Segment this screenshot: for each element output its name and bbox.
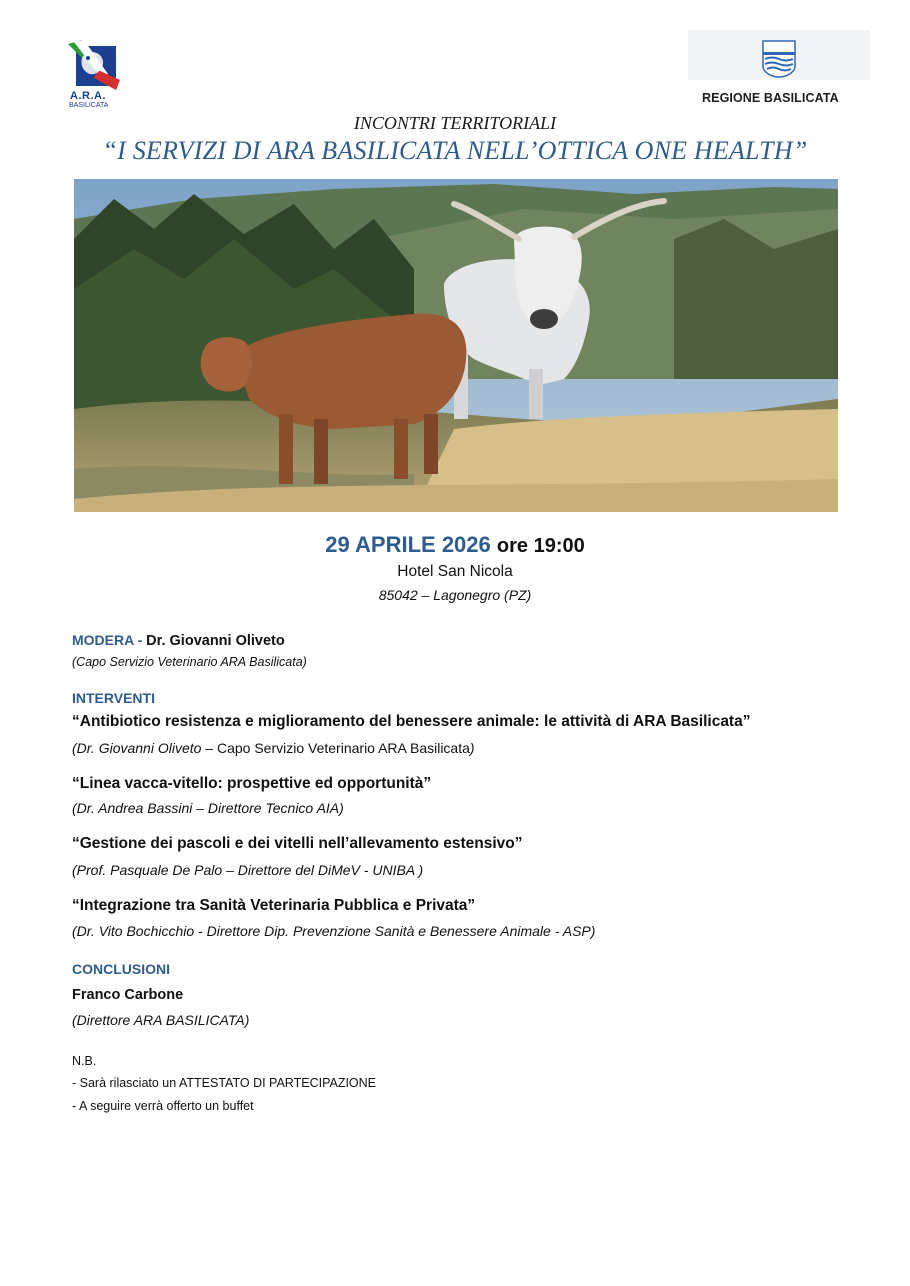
moderator-role: (Capo Servizio Veterinario ARA Basilicata) bbox=[72, 655, 307, 669]
talk-speaker-role: – Capo Servizio Veterinario ARA Basilicata bbox=[201, 740, 470, 756]
note-item: - Sarà rilasciato un ATTESTATO DI PARTECIPAZIONE bbox=[72, 1076, 377, 1090]
talk-speaker-close: ) bbox=[469, 740, 475, 756]
event-time: ore 19:00 bbox=[496, 535, 585, 557]
cattle-photo bbox=[74, 179, 838, 512]
note-item: - A seguire verrà offerto un buffet bbox=[72, 1099, 254, 1113]
talk-speaker: (Prof. Pasquale De Palo – Direttore del DiMeV - UNIBA ) bbox=[72, 862, 424, 878]
regione-name: REGIONE BASILICATA bbox=[702, 91, 839, 105]
talk-title: “Gestione dei pascoli e dei vitelli nell’allevamento estensivo” bbox=[72, 835, 523, 852]
event-address: 85042 – Lagonegro (PZ) bbox=[378, 587, 532, 603]
moderator-name: Dr. Giovanni Oliveto bbox=[146, 633, 285, 649]
regione-basilicata-logo bbox=[688, 30, 870, 112]
ara-logo-text: A.R.A. bbox=[70, 90, 106, 102]
ara-logo-subtext: BASILICATA bbox=[69, 102, 109, 109]
talk-speaker-name: (Dr. Giovanni Oliveto bbox=[72, 740, 202, 756]
ara-logo-mark bbox=[68, 40, 120, 90]
ara-basilicata-logo bbox=[62, 36, 126, 108]
talks-heading: INTERVENTI bbox=[72, 690, 155, 706]
talk-speaker: (Dr. Vito Bochicchio - Direttore Dip. Prevenzione Sanità e Benessere Animale - ASP) bbox=[72, 923, 596, 939]
talk-speaker: (Dr. Andrea Bassini – Direttore Tecnico AIA) bbox=[72, 800, 344, 816]
regione-shield-icon bbox=[762, 40, 796, 78]
event-date: 29 APRILE 2026 bbox=[325, 532, 491, 557]
notes-label: N.B. bbox=[72, 1054, 97, 1068]
event-series-subtitle: INCONTRI TERRITORIALI bbox=[353, 113, 557, 133]
talk-title: “Antibiotico resistenza e miglioramento del benessere animale: le attività di ARA Basilicata” bbox=[72, 713, 751, 730]
conclusions-name: Franco Carbone bbox=[72, 987, 184, 1003]
moderator-line bbox=[72, 632, 285, 650]
talk-speaker bbox=[72, 740, 475, 756]
event-date-time bbox=[0, 532, 910, 558]
talk-title: “Linea vacca-vitello: prospettive ed opportunità” bbox=[72, 775, 432, 792]
moderator-label: MODERA - bbox=[72, 632, 147, 648]
conclusions-role: (Direttore ARA BASILICATA) bbox=[72, 1012, 250, 1028]
conclusions-heading: CONCLUSIONI bbox=[72, 961, 170, 977]
event-venue: Hotel San Nicola bbox=[397, 563, 513, 580]
event-title: “I SERVIZI DI ARA BASILICATA NELL’OTTICA ONE HEALTH” bbox=[102, 136, 808, 165]
talk-title: “Integrazione tra Sanità Veterinaria Pubblica e Privata” bbox=[72, 897, 476, 914]
